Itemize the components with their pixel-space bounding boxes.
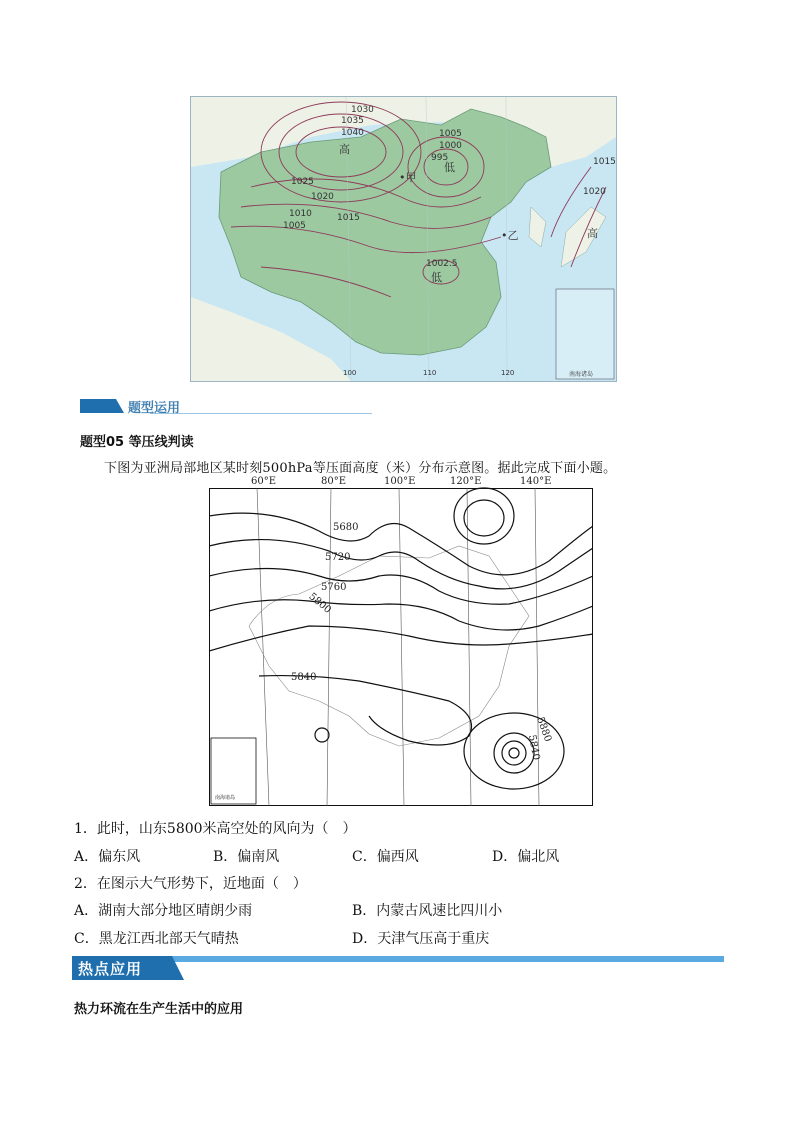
- contour-label: 5680: [333, 522, 359, 533]
- question-1-option-d[interactable]: D．偏北风: [492, 849, 560, 865]
- isobar-label: 1005: [439, 129, 462, 139]
- place-label: 乙: [507, 229, 519, 242]
- place-yi: •乙: [501, 229, 519, 242]
- question-2-option-c[interactable]: C．黑龙江西北部天气晴热: [74, 931, 239, 947]
- isobar-label: 1010: [289, 209, 312, 219]
- place-label: 甲: [405, 171, 417, 184]
- synoptic-map-colored: [190, 96, 617, 382]
- section-underline: [150, 413, 372, 414]
- longitude-label: 120: [501, 369, 515, 377]
- high-pressure-label: 高: [339, 143, 350, 156]
- longitude-label: 110: [423, 369, 437, 377]
- isobaric-height-map: [209, 476, 593, 806]
- longitude-label: 140°E: [520, 476, 552, 487]
- question-2-option-a[interactable]: A．湖南大部分地区晴朗少雨: [74, 903, 253, 919]
- question-2-option-b[interactable]: B．内蒙古风速比四川小: [352, 903, 503, 919]
- contour-label: 5720: [325, 552, 351, 563]
- isobar-label: 1040: [341, 128, 364, 138]
- isobar-label: 1002.5: [426, 259, 458, 269]
- contour-label: 5840: [291, 672, 317, 683]
- question-1-option-c[interactable]: C．偏西风: [352, 849, 419, 865]
- contour-label: 5880: [534, 715, 554, 744]
- question-1-stem: 1．此时，山东5800米高空处的风向为（ ）: [74, 821, 357, 837]
- isobar-label: 1015: [337, 213, 360, 223]
- isobar-label: 995: [431, 153, 449, 163]
- isobar-label: 1015: [593, 157, 616, 167]
- isobar-label: 1035: [341, 116, 364, 126]
- isobar-label: 1025: [291, 177, 314, 187]
- question-intro: 下图为亚洲局部地区某时刻500hPa等压面高度（米）分布示意图。据此完成下面小题。: [104, 461, 617, 476]
- inset-label: 南海诸岛: [569, 371, 594, 378]
- inset-label: 南海诸岛: [215, 795, 236, 801]
- hot-section-bar: [72, 956, 724, 980]
- isobar-label: 1030: [351, 105, 374, 115]
- question-type-heading: 题型05 等压线判读: [80, 435, 194, 450]
- low-pressure-label: 低: [431, 271, 442, 284]
- place-jia: •甲: [399, 171, 417, 184]
- contour-label: 5760: [321, 582, 347, 593]
- longitude-label: 120°E: [450, 476, 482, 487]
- question-1-option-a[interactable]: A．偏东风: [74, 849, 141, 865]
- contour-label: 5840: [526, 734, 542, 761]
- longitude-label: 80°E: [321, 476, 347, 487]
- isobar-label: 1020: [583, 187, 606, 197]
- low-pressure-label: 低: [444, 161, 455, 174]
- question-1-option-b[interactable]: B．偏南风: [213, 849, 280, 865]
- hot-section-title: 热点应用: [78, 960, 143, 978]
- hot-section-subtitle: 热力环流在生产生活中的应用: [74, 1002, 244, 1017]
- longitude-label: 60°E: [251, 476, 277, 487]
- isobar-label: 1020: [311, 192, 334, 202]
- section-title: 题型运用: [128, 401, 181, 416]
- longitude-label: 100: [343, 369, 357, 377]
- contour-label: 5800: [306, 591, 334, 616]
- section-header-bar: [80, 395, 372, 415]
- question-2-option-d[interactable]: D．天津气压高于重庆: [352, 931, 490, 947]
- isobar-label: 1005: [283, 221, 306, 231]
- longitude-label: 100°E: [384, 476, 416, 487]
- high-pressure-label: 高: [587, 227, 598, 240]
- isobar-label: 1000: [439, 141, 462, 151]
- question-2-stem: 2．在图示大气形势下，近地面（ ）: [74, 876, 307, 892]
